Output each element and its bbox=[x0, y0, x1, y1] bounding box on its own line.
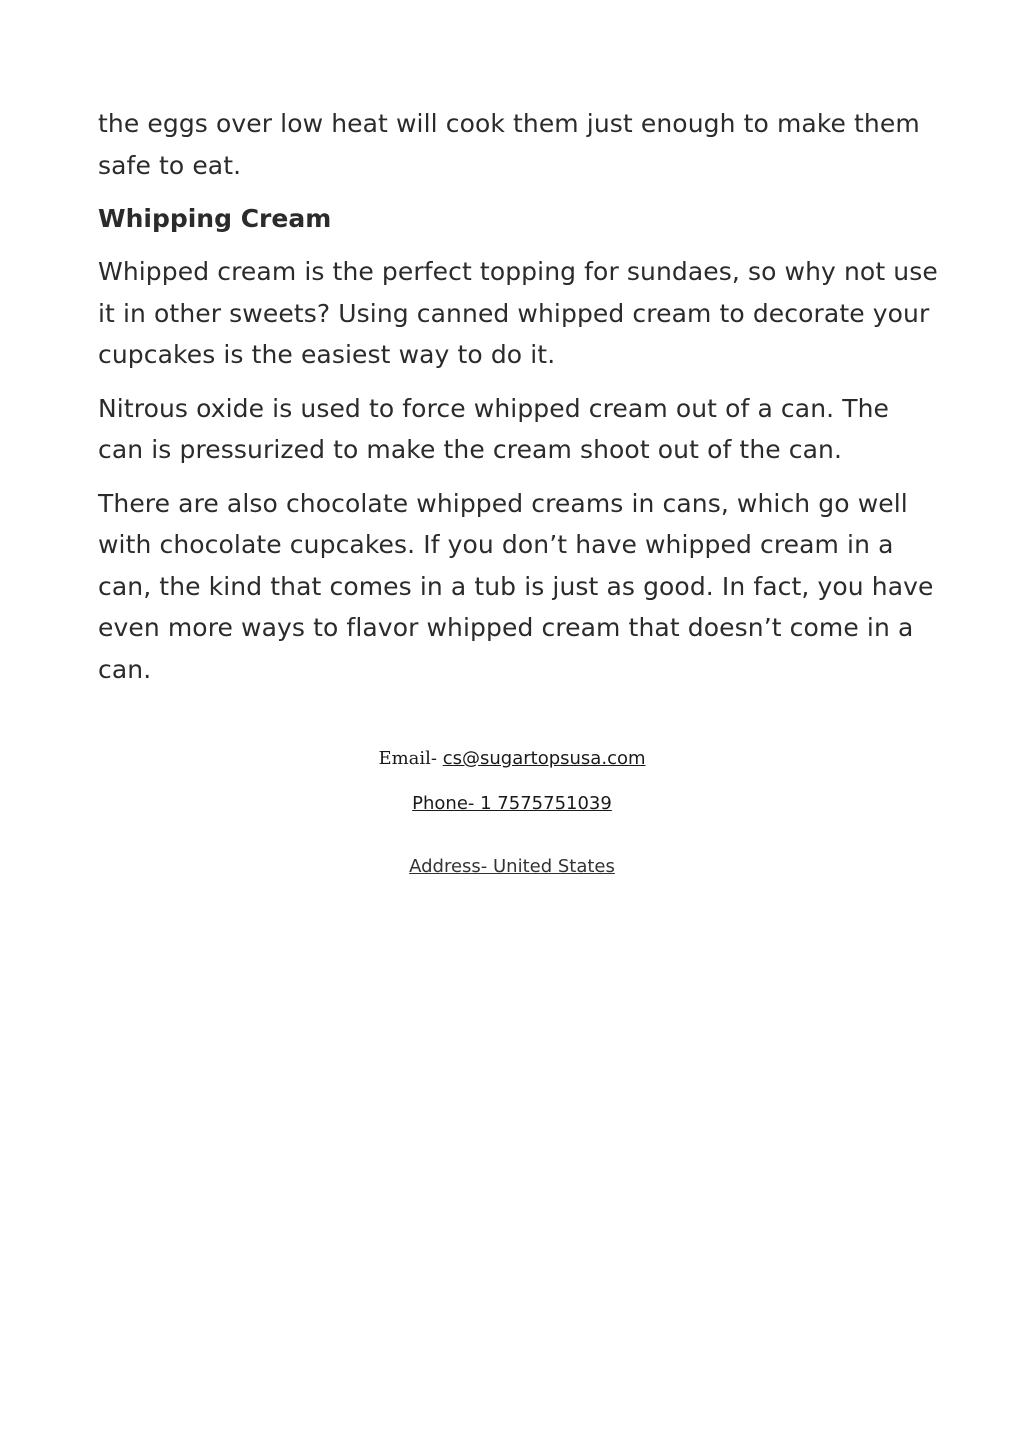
paragraph-nitrous-oxide: Nitrous oxide is used to force whipped cream out of a can. The can is pressurized to make the cream shoot out of the can. bbox=[98, 393, 890, 464]
paragraph-chocolate-cream: There are also chocolate whipped creams in cans, which go well with chocolate cupcakes. If you don’t have whipped cream in a can, the kind that comes in a tub is just as good. In fact, you have even more ways to flavor whipped cream that doesn’t come in a can. bbox=[98, 488, 934, 684]
article-body bbox=[98, 103, 938, 702]
email-row bbox=[0, 748, 1024, 769]
paragraph-whipped-cream: Whipped cream is the perfect topping for sundaes, so why not use it in other sweets? Using canned whipped cream to decorate your cupcakes is the easiest way to do it. bbox=[98, 257, 938, 369]
intro-paragraph: the eggs over low heat will cook them just enough to make them safe to eat. bbox=[98, 109, 920, 180]
email-link[interactable]: cs@sugartopsusa.com bbox=[442, 748, 646, 769]
address-row bbox=[0, 856, 1024, 877]
phone-row bbox=[0, 793, 1024, 814]
phone-link[interactable]: Phone- 1 7575751039 bbox=[412, 793, 612, 814]
section-heading: Whipping Cream bbox=[98, 204, 332, 233]
email-label: Email- bbox=[378, 748, 443, 769]
address-link[interactable]: Address- United States bbox=[409, 856, 615, 877]
